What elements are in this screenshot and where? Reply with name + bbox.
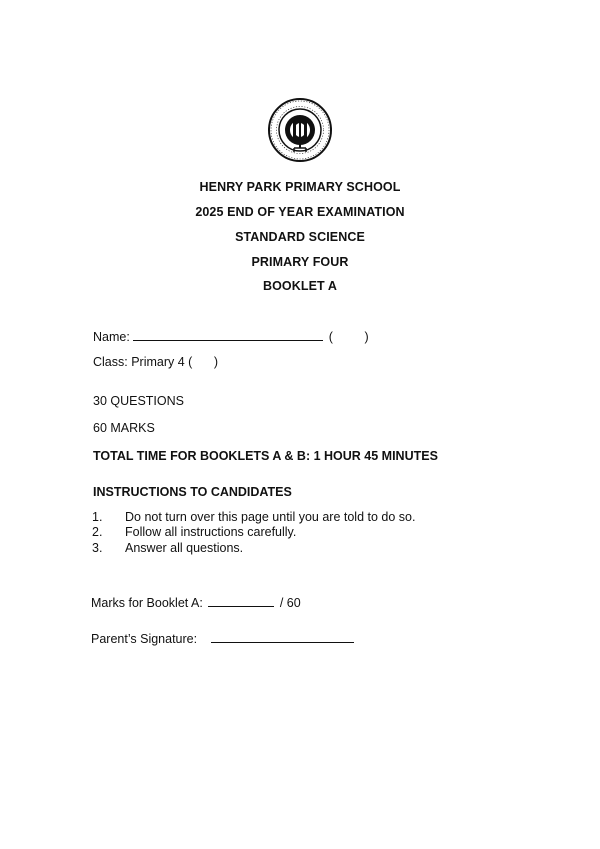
instruction-item <box>92 510 415 524</box>
booklet-title: BOOKLET A <box>262 279 338 293</box>
marks-row <box>91 596 301 610</box>
instruction-number: 3. <box>92 541 103 555</box>
instruction-text: Follow all instructions carefully. <box>125 525 297 539</box>
name-field[interactable] <box>133 330 323 341</box>
instruction-item <box>92 525 296 539</box>
instructions-title: INSTRUCTIONS TO CANDIDATES <box>93 485 292 499</box>
instruction-item <box>92 541 243 555</box>
name-label: Name: <box>93 330 130 344</box>
school-name: HENRY PARK PRIMARY SCHOOL <box>199 180 401 194</box>
subject-title: STANDARD SCIENCE <box>235 230 365 244</box>
register-number-open-paren: ( <box>328 330 333 344</box>
level-title: PRIMARY FOUR <box>251 255 349 269</box>
instruction-text: Do not turn over this page until you are told to do so. <box>125 510 416 524</box>
marks-count: 60 MARKS <box>93 421 155 435</box>
class-row <box>93 355 218 369</box>
instruction-text: Answer all questions. <box>125 541 244 555</box>
signature-field[interactable] <box>211 632 354 643</box>
name-row <box>93 330 369 344</box>
instruction-number: 2. <box>92 525 103 539</box>
total-time: TOTAL TIME FOR BOOKLETS A & B: 1 HOUR 45 MINUTES <box>93 449 438 463</box>
exam-title: 2025 END OF YEAR EXAMINATION <box>195 205 405 219</box>
register-number-close-paren: ) <box>364 330 369 344</box>
school-crest-logo <box>268 92 332 168</box>
instruction-number: 1. <box>92 510 103 524</box>
question-count: 30 QUESTIONS <box>93 394 184 408</box>
signature-label: Parent’s Signature: <box>91 632 198 646</box>
class-close-paren: ) <box>213 355 218 369</box>
marks-total: / 60 <box>279 596 301 610</box>
class-label: Class: Primary 4 ( <box>93 355 193 369</box>
marks-field[interactable] <box>208 596 274 607</box>
marks-label: Marks for Booklet A: <box>91 596 203 610</box>
signature-row <box>91 632 354 646</box>
